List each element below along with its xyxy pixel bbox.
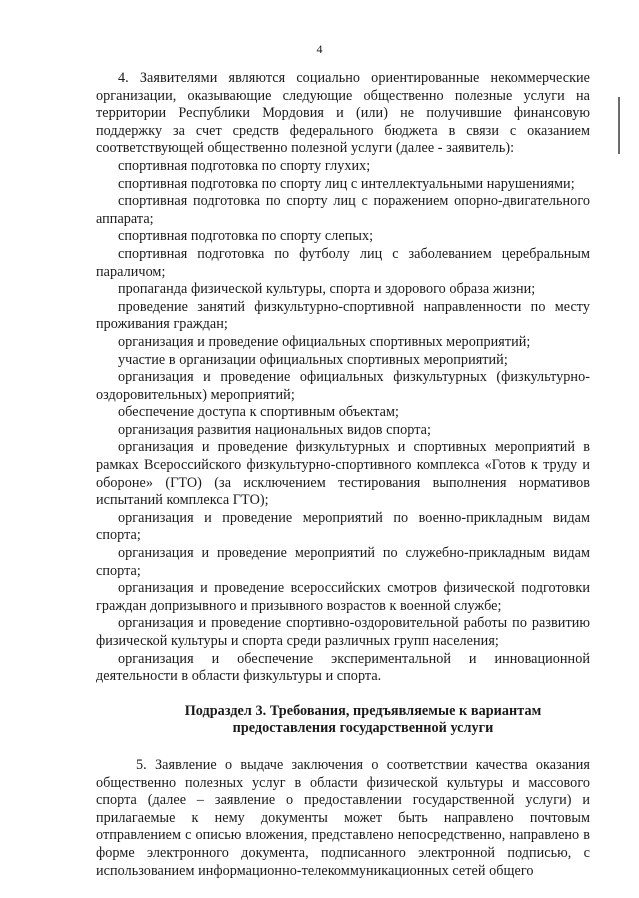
list-item: организация и проведение всероссийских смотров физической подготовки граждан допризывного и призывного возрастов к военной службе; (96, 580, 590, 614)
list-item: спортивная подготовка по спорту лиц с интеллектуальными нарушениями; (118, 175, 575, 192)
subsection-heading (96, 703, 590, 738)
subsection-heading-line-1: Подраздел 3. Требования, предъявляемые к вариантам (184, 702, 542, 719)
list-item: участие в организации официальных спортивных мероприятий; (118, 351, 508, 368)
list-item: спортивная подготовка по футболу лиц с заболеванием церебральным параличом; (96, 245, 590, 280)
page-number: 4 (316, 42, 323, 56)
list-item: организация и проведение мероприятий по военно-прикладным видам спорта; (96, 509, 590, 544)
paragraph-5: 5. Заявление о выдаче заключения о соответствии качества оказания общественно полезных услуг в области физической культуры и массового спорта (далее – заявление о предоставлении государственной услуги) и прилагаемые к нему документы может быть направлено почтовым отправлением с описью вложения, представлено непосредственно, направлено в форме электронного документа, подписанного электронной подписью, с использованием информационно-телекоммуникационных сетей общего (96, 756, 590, 879)
list-item: проведение занятий физкультурно-спортивной направленности по месту проживания граждан; (96, 298, 590, 333)
list-item: спортивная подготовка по спорту слепых; (118, 228, 374, 245)
list-item: спортивная подготовка по спорту лиц с поражением опорно-двигательного аппарата; (96, 193, 590, 227)
document-body (96, 70, 590, 880)
list-item: организация развития национальных видов спорта; (118, 421, 431, 438)
subsection-heading-line-2: предоставления государственной услуги (232, 720, 494, 737)
list-item: обеспечение доступа к спортивным объектам; (118, 404, 400, 421)
list-item: пропаганда физической культуры, спорта и здорового образа жизни; (118, 281, 536, 298)
margin-mark (618, 97, 620, 154)
list-item: организация и проведение физкультурных и спортивных мероприятий в рамках Всероссийского физкультурно-спортивного комплекса «Готов к труду и обороне» (ГТО) (за исключением тестирования выполнения нормативов испытаний комплекса ГТО); (96, 439, 590, 509)
list-item: организация и проведение мероприятий по служебно-прикладным видам спорта; (96, 545, 590, 579)
paragraph-4-intro: 4. Заявителями являются социально ориентированные некоммерческие организации, оказывающие следующие общественно полезные услуги на территории Республики Мордовия и (или) не получившие финансовую поддержку за счет средств федерального бюджета в связи с оказанием соответствующей общественно полезной услуги (далее - заявитель): (96, 70, 590, 157)
list-item: организация и проведение официальных физкультурных (физкультурно-оздоровительных) мероприятий; (96, 369, 590, 403)
list-item: организация и обеспечение экспериментальной и инновационной деятельности в области физкультуры и спорта. (96, 650, 590, 685)
list-item: спортивная подготовка по спорту глухих; (118, 157, 371, 174)
list-item: организация и проведение спортивно-оздоровительной работы по развитию физической культуры и спорта среди различных групп населения; (96, 615, 590, 649)
list-item: организация и проведение официальных спортивных мероприятий; (118, 333, 531, 350)
